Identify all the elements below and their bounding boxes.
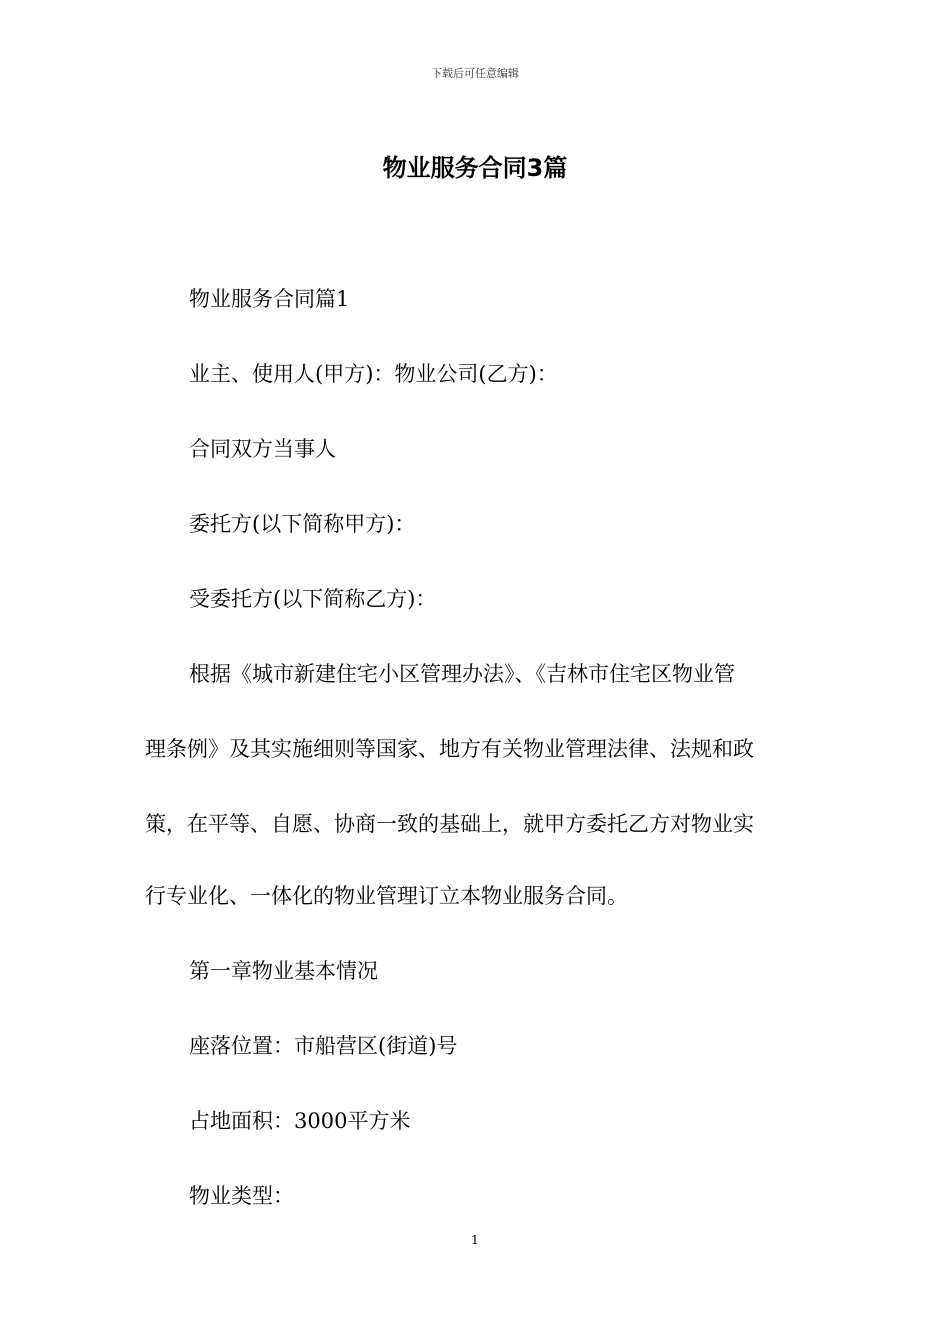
paragraph-property-type: 物业类型：	[189, 1184, 294, 1208]
document-title: 物业服务合同3篇	[382, 154, 568, 182]
paragraph-contract-parties: 合同双方当事人	[189, 437, 336, 461]
paragraph-parties: 业主、使用人(甲方)：物业公司(乙方)：	[189, 362, 558, 386]
paragraph-location: 座落位置：市船营区(街道)号	[189, 1034, 458, 1058]
paragraph-basis-line-3: 策，在平等、自愿、协商一致的基础上，就甲方委托乙方对物业实	[145, 812, 754, 836]
paragraph-area: 占地面积：3000平方米	[189, 1109, 411, 1133]
paragraph-principal: 委托方(以下简称甲方)：	[189, 512, 416, 536]
page-number: 1	[471, 1233, 479, 1247]
paragraph-agent: 受委托方(以下简称乙方)：	[189, 587, 437, 611]
paragraph-basis-line-1: 根据《城市新建住宅小区管理办法》、《吉林市住宅区物业管	[189, 662, 735, 686]
paragraph-basis-line-2: 理条例》及其实施细则等国家、地方有关物业管理法律、法规和政	[145, 737, 754, 761]
chapter-heading-1: 第一章物业基本情况	[189, 959, 378, 983]
header-note: 下载后可任意编辑	[431, 67, 519, 80]
paragraph-basis-line-4: 行专业化、一体化的物业管理订立本物业服务合同。	[145, 884, 628, 908]
section-heading-contract-1: 物业服务合同篇1	[189, 287, 350, 311]
